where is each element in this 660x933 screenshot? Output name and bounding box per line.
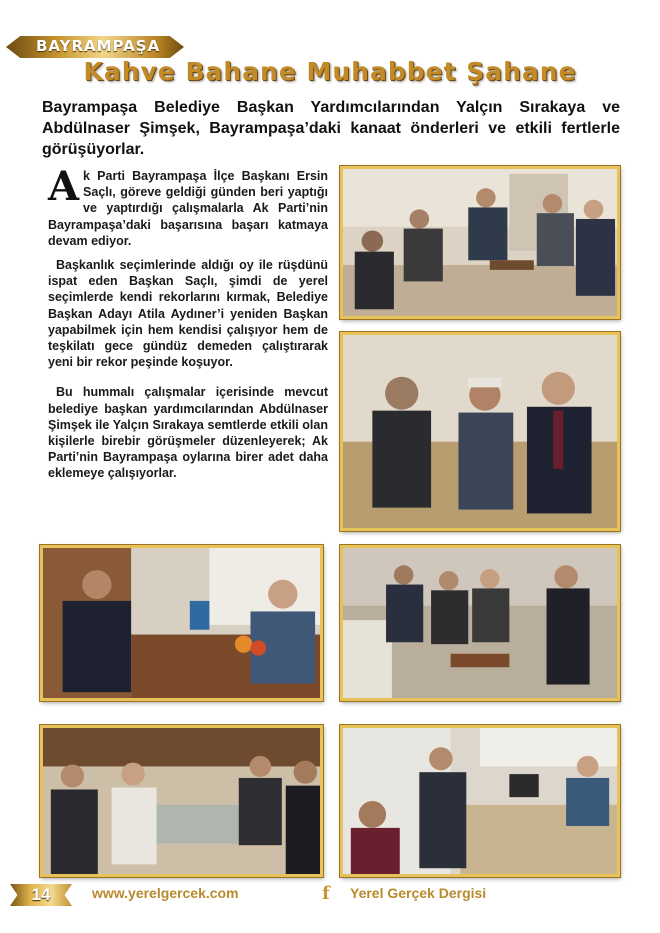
page-number: 14 [31, 885, 51, 904]
photo-meeting-5 [40, 725, 323, 877]
photo-meeting-1 [340, 166, 620, 319]
paragraph-1: k Parti Bayrampaşa İlçe Başkanı Ersin Saçlı, göreve geldiği günden beri yaptığı ve yaptırdığı çalışmalarla Ak Parti’nin Bayrampaşa’daki başarısına başarı katmaya devam ediyor. [48, 169, 328, 248]
photo-meeting-6 [340, 725, 620, 877]
lead-paragraph: Bayrampaşa Belediye Başkan Yardımcılarından Yalçın Sırakaya ve Abdülnaser Şimşek, Bayrampaşa’daki kanaat önderleri ve etkili fertlerle görüşüyorlar. [42, 99, 620, 158]
headline: Kahve Bahane Muhabbet Şahane [83, 57, 577, 86]
section-label: BAYRAMPAŞA [36, 37, 161, 55]
facebook-icon: f [322, 883, 330, 904]
photo-meeting-2 [340, 332, 620, 531]
photo-meeting-4 [340, 545, 620, 701]
paragraph-3: Bu hummalı çalışmalar içerisinde mevcut belediye başkan yardımcılarından Abdülnaser Şimşek ile Yalçın Sırakaya semtlerde etkili olan kişilerle birebir görüşmeler düzenleyerek; Ak Parti’nin Bayrampaşa oylarına birer adet daha eklemeye çalışıyorlar. [48, 385, 328, 481]
website-link: www.yerelgercek.com [92, 885, 239, 901]
article-body [48, 163, 328, 490]
drop-cap: A [48, 163, 80, 210]
magazine-name: Yerel Gerçek Dergisi [350, 885, 487, 901]
photo-meeting-3 [40, 545, 323, 701]
paragraph-2: Başkanlık seçimlerinde aldığı oy ile rüşdünü ispat eden Başkan Saçlı, şimdi de yerel seçimlerde kendi rekorlarını kırmak, Belediye Başkan Adayı Atila Aydıner’i yeniden Başkan yapabilmek için hem kendisi çalışıyor hem de teşkilatı gece gündüz demeden çalıştırarak yeni bir rekor peşinde koşuyor. [48, 258, 328, 370]
